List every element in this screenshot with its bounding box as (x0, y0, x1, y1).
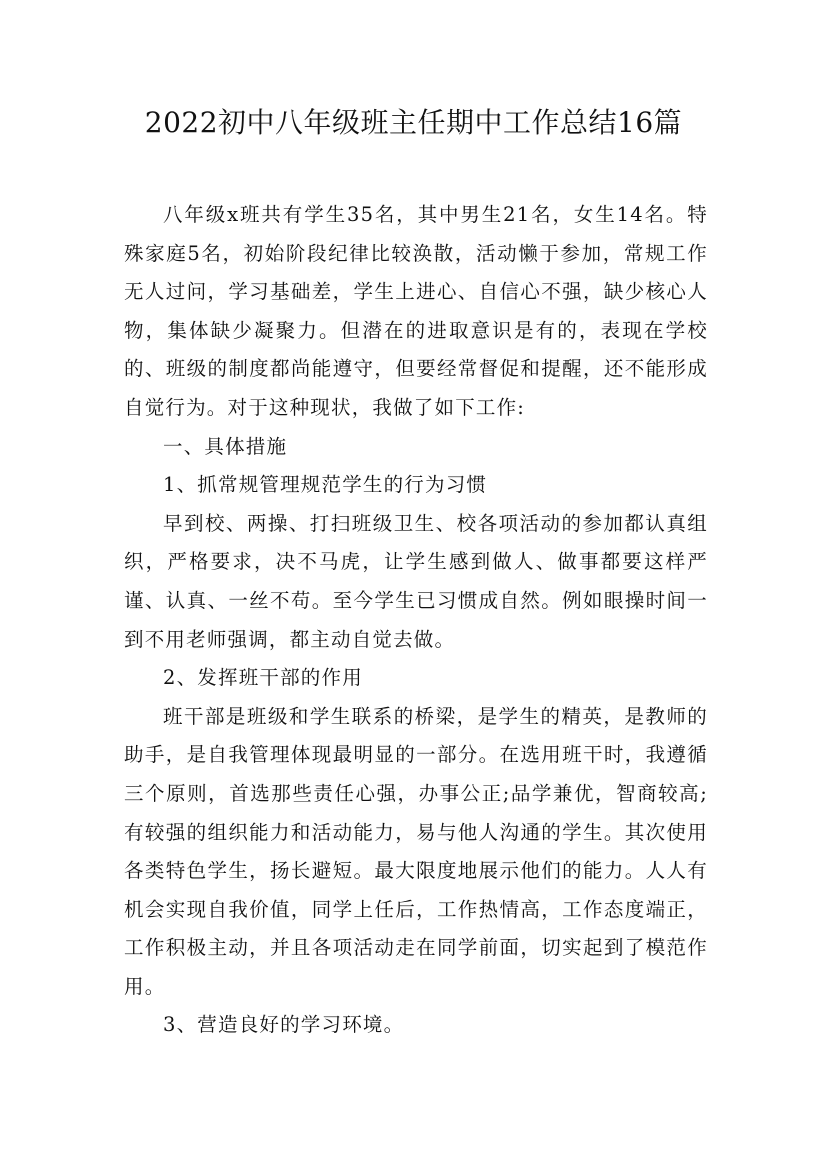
subheading-learning-environment: 3、营造良好的学习环境。 (163, 1013, 405, 1037)
paragraph-class-cadres: 班干部是班级和学生联系的桥梁，是学生的精英，是教师的助手，是自我管理体现最明显的一部分。在选用班干时，我遵循三个原则，首选那些责任心强，办事公正;品学兼优，智商较高;有较强的组织能力和活动能力，易与他人沟通的学生。其次使用各类特色学生，扬长避短。最大限度地展示他们的能力。人人有机会实现自我价值，同学上任后，工作热情高，工作态度端正，工作积极主动，并且各项活动走在同学前面，切实起到了模范作用。 (124, 704, 708, 998)
document-body (124, 196, 708, 1045)
document-title: 2022初中八年级班主任期中工作总结16篇 (144, 106, 683, 139)
paragraph-intro: 八年级x班共有学生35名，其中男生21名，女生14名。特殊家庭5名，初始阶段纪律比较涣散，活动懒于参加，常规工作无人过问，学习基础差，学生上进心、自信心不强，缺少核心人物，集体缺少凝聚力。但潜在的进取意识是有的，表现在学校的、班级的制度都尚能遵守，但要经常督促和提醒，还不能形成自觉行为。对于这种现状，我做了如下工作: (124, 203, 708, 419)
subheading-class-cadres: 2、发挥班干部的作用 (163, 666, 363, 690)
subheading-routine-management: 1、抓常规管理规范学生的行为习惯 (163, 473, 488, 497)
paragraph-routine-management: 早到校、两操、打扫班级卫生、校各项活动的参加都认真组织，严格要求，决不马虎，让学生感到做人、做事都要这样严谨、认真、一丝不苟。至今学生已习惯成自然。例如眼操时间一到不用老师强调，都主动自觉去做。 (124, 511, 708, 651)
section-heading-measures: 一、具体措施 (163, 434, 288, 458)
